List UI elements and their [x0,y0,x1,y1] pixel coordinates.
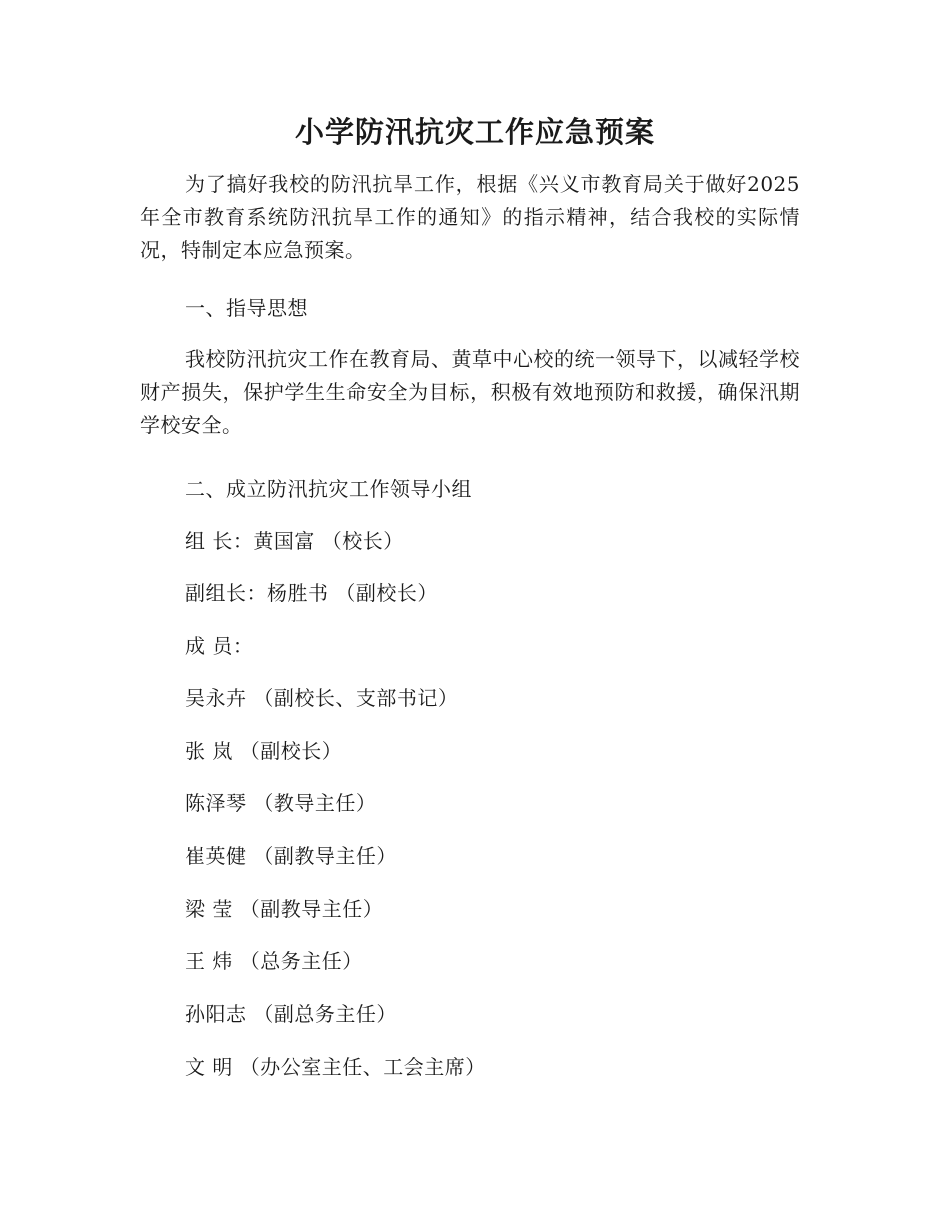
members-label: 成 员： [185,634,254,658]
guiding-ideology-paragraph: 我校防汛抗灾工作在教育局、黄草中心校的统一领导下，以减轻学校财产损失，保护学生生命安全为目标，积极有效地预防和救援，确保汛期学校安全。 [140,347,800,437]
member-line: 梁 莹 （副教导主任） [185,897,384,921]
document-title: 小学防汛抗灾工作应急预案 [294,115,655,149]
member-line: 孙阳志 （副总务主任） [185,1002,397,1026]
member-line: 文 明 （办公室主任、工会主席） [185,1055,486,1079]
group-leader-line: 组 长：黄国富 （校长） [185,529,404,553]
section-heading-guiding-ideology: 一、指导思想 [185,296,308,320]
member-line: 陈泽琴 （教导主任） [185,791,377,815]
intro-paragraph: 为了搞好我校的防汛抗旱工作，根据《兴义市教育局关于做好2025年全市教育系统防汛抗旱工作的通知》的指示精神，结合我校的实际情况，特制定本应急预案。 [140,172,800,262]
member-line: 张 岚 （副校长） [185,739,343,763]
member-line: 崔英健 （副教导主任） [185,844,397,868]
member-line: 王 炜 （总务主任） [185,949,363,973]
section-heading-leadership-group: 二、成立防汛抗灾工作领导小组 [185,477,472,501]
deputy-leader-line: 副组长：杨胜书 （副校长） [185,581,438,605]
member-line: 吴永卉 （副校长、支部书记） [185,686,459,710]
